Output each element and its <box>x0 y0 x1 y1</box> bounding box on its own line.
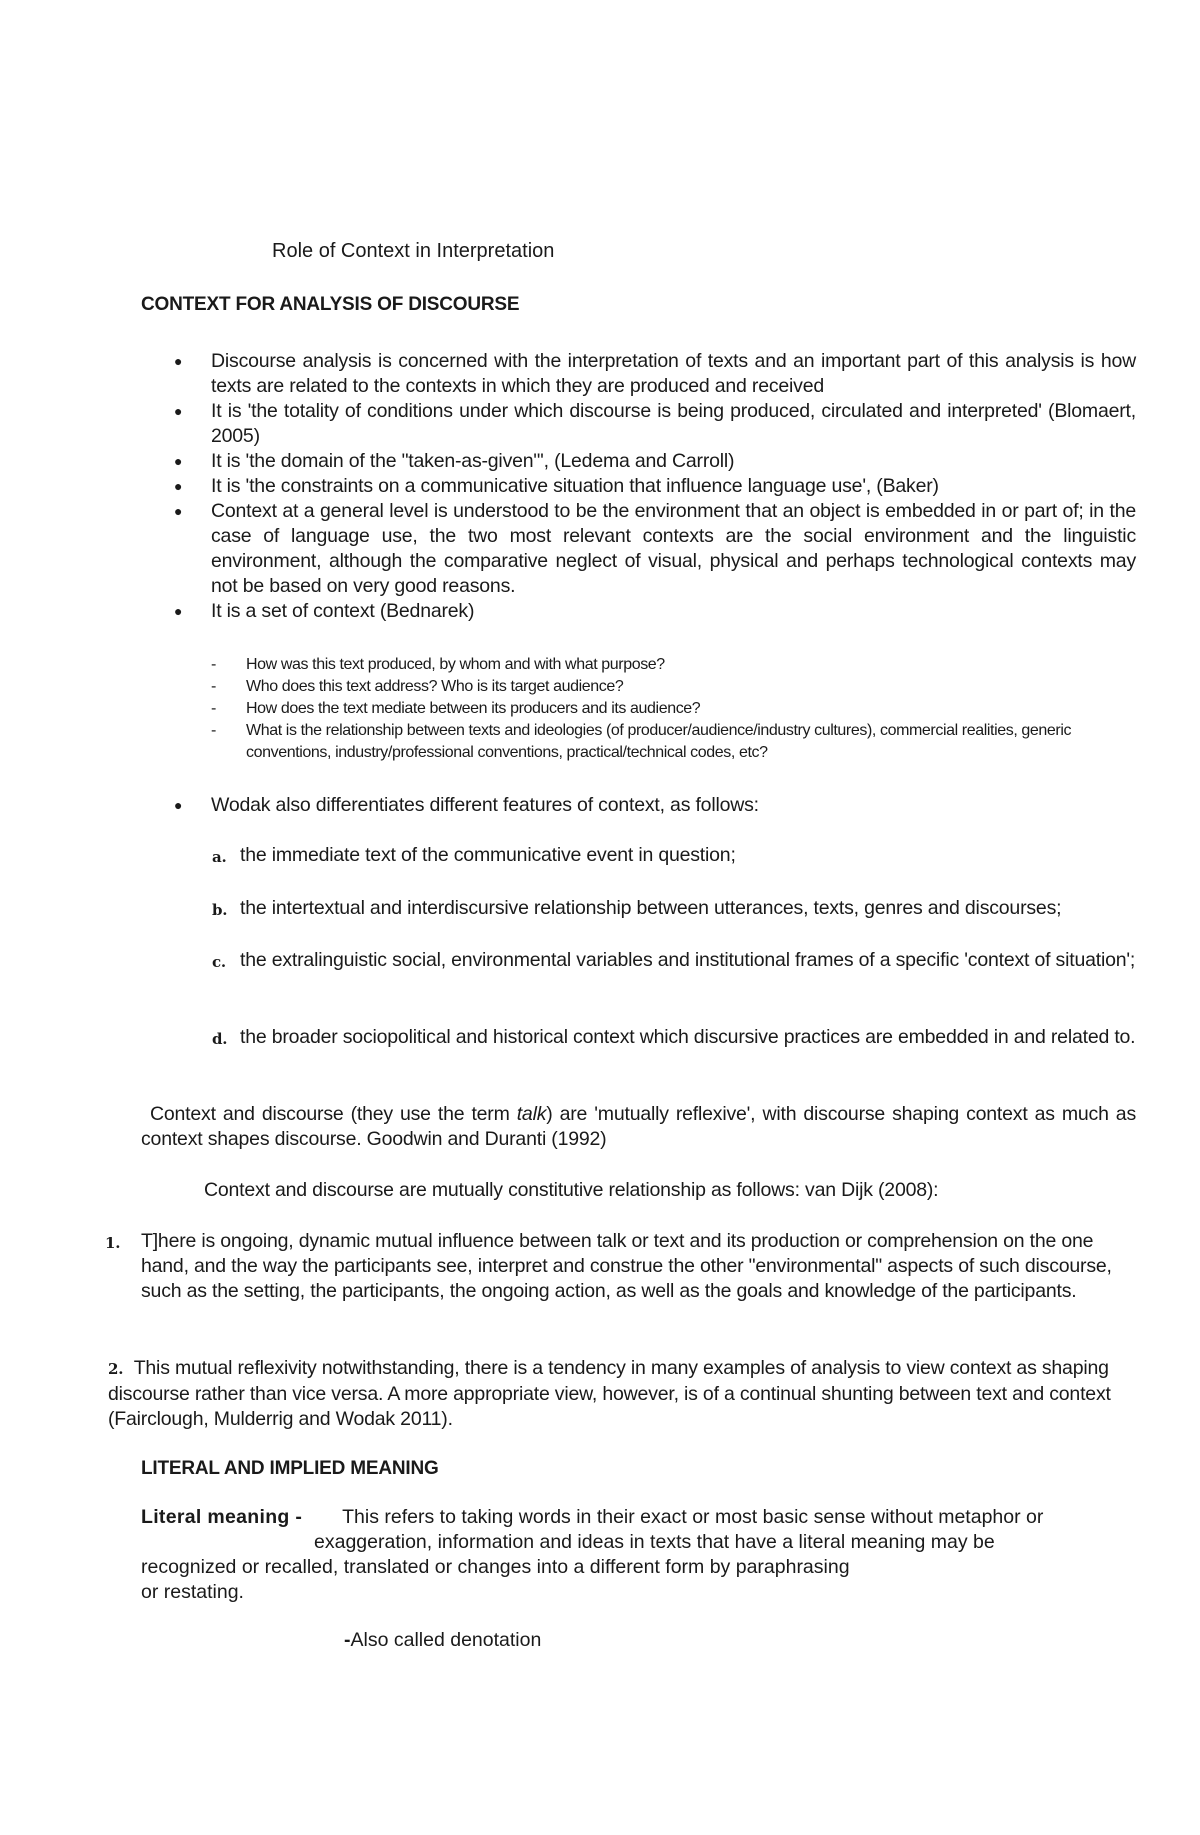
vandijk-paragraph: Context and discourse are mutually constitutive relationship as follows: van Dijk (2008): <box>204 1179 939 1201</box>
bullet-icon: ● <box>174 353 183 369</box>
goodwin-paragraph: Context and discourse (they use the term talk) are 'mutually reflexive', with discourse shaping context as much as context shapes discourse. Goodwin and Duranti (1992) <box>141 1103 1136 1150</box>
bullet-icon: ● <box>174 603 183 619</box>
list-item: ● It is 'the constraints on a communicative situation that influence language use', (Baker) <box>174 475 939 497</box>
literal-meaning-block: Literal meaning - This refers to taking words in their exact or most basic sense without metaphor or exaggeration, information and ideas in texts that have a literal meaning may be recognized or recalled, translated or changes into a different form by paraphrasing or restating. <box>141 1506 1044 1603</box>
literal-meaning-label: Literal meaning - <box>141 1506 303 1528</box>
bullet-icon: ● <box>174 403 183 419</box>
feature-item-c: c. the extralinguistic social, environmental variables and institutional frames of a specific 'context of situation'; <box>212 949 1136 971</box>
bullet-icon: ● <box>174 797 183 813</box>
section-heading-context: CONTEXT FOR ANALYSIS OF DISCOURSE <box>141 294 520 315</box>
list-item: - Who does this text address? Who is its target audience? <box>141 676 1136 698</box>
numbered-item-2: 2. This mutual reflexivity notwithstanding, there is a tendency in many examples of analysis to view context as shaping discourse rather than vice versa. A more appropriate view, however, is of a continual shunting between text and context (Fairclough, Mulderrig and Wodak 2011). <box>108 1357 1111 1430</box>
list-item: ● Discourse analysis is concerned with the interpretation of texts and an important part of this analysis is how texts are related to the contexts in which they are produced and received <box>174 350 1136 397</box>
numbered-item-1: 1. T]here is ongoing, dynamic mutual influence between talk or text and its production or comprehension on the one hand, and the way the participants see, interpret and construe the other "environmental" aspects of such discourse, such as the setting, the participants, the ongoing action, as well as the goals and knowledge of the participants. <box>105 1230 1112 1302</box>
dash-icon: - <box>211 656 216 673</box>
feature-item-d: d. the broader sociopolitical and historical context which discursive practices are embedded in and related to. <box>212 1026 1136 1048</box>
bullet-icon: ● <box>174 503 183 519</box>
list-item: ● It is a set of context (Bednarek) <box>174 600 475 622</box>
list-item: - What is the relationship between texts and ideologies (of producer/audience/industry cultures), commercial realities, generic conventions, industry/professional conventions, practical/technical codes, etc? <box>211 722 1072 761</box>
list-item: ● It is 'the totality of conditions under which discourse is being produced, circulated and interpreted' (Blomaert, 2005) <box>174 400 1136 447</box>
dash-icon: - <box>211 678 216 695</box>
wodak-intro: ● Wodak also differentiates different features of context, as follows: <box>174 794 759 816</box>
dash-icon: - <box>211 722 216 739</box>
list-item: - How does the text mediate between its producers and its audience? <box>141 698 1136 720</box>
list-item: ● It is 'the domain of the "taken-as-given"', (Ledema and Carroll) <box>174 450 735 472</box>
section-heading-literal: LITERAL AND IMPLIED MEANING <box>141 1458 439 1479</box>
feature-item-a: a. the immediate text of the communicative event in question; <box>212 844 736 866</box>
context-definition-list <box>141 349 1136 624</box>
bullet-icon: ● <box>174 478 183 494</box>
list-item: - How was this text produced, by whom and with what purpose? <box>141 654 1136 676</box>
list-item: ● Context at a general level is understood to be the environment that an object is embedded in or part of; in the case of language use, the two most relevant contexts are the social environment and the linguistic environment, although the comparative neglect of visual, physical and perhaps technological contexts may not be based on very good reasons. <box>174 500 1136 597</box>
context-question-list <box>141 654 1136 764</box>
dash-icon: - <box>211 700 216 717</box>
bullet-icon: ● <box>174 453 183 469</box>
feature-item-b: b. the intertextual and interdiscursive relationship between utterances, texts, genres and discourses; <box>212 897 1062 919</box>
document-title: Role of Context in Interpretation <box>272 240 555 262</box>
denotation-note: -Also called denotation <box>344 1629 542 1651</box>
